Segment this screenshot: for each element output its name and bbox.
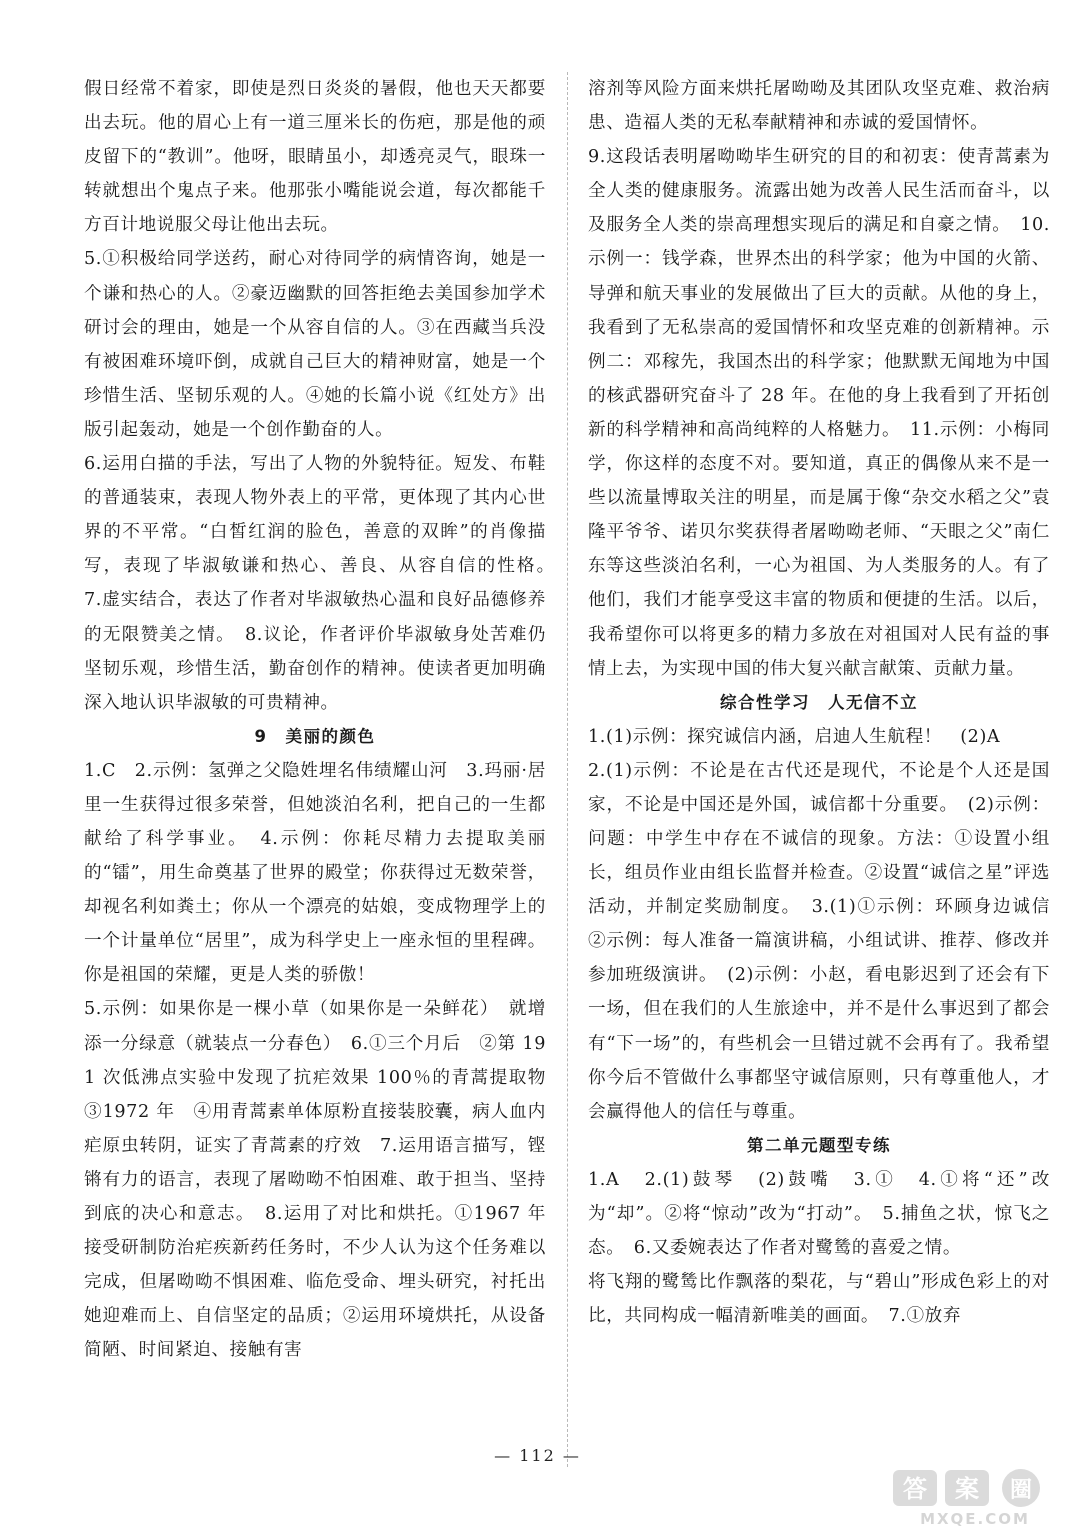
- right-paragraph-5: 1.A 2.(1)鼓琴 (2)鼓嘴 3.① 4.①将“还”改为“却”。②将“惊动”改为“打动”。 5.捕鱼之状，惊飞之态。 6.又委婉表达了作者对鹭鸶的喜爱之情。: [588, 1169, 1050, 1258]
- left-paragraph-4: 1.C 2.示例：氢弹之父隐姓埋名伟绩耀山河 3.玛丽·居里一生获得过很多荣誉，但她淡泊名利，把自己的一生都献给了科学事业。 4.示例：你耗尽精力去提取美丽的“镭”，用生命奠基了世界的殿堂；你获得过无数荣誉，却视名利如粪土；你从一个漂亮的姑娘，变成物理学上的一个计量单位“居里”，成为科学史上一座永恒的里程碑。你是祖国的荣耀，更是人类的骄傲！: [84, 760, 546, 986]
- right-paragraph-2: 9.这段话表明屠呦呦毕生研究的目的和初衷：使青蒿素为全人类的健康服务。流露出她为改善人民生活而奋斗，以及服务全人类的崇高理想实现后的满足和自豪之情。 10.示例一：钱学森，世界杰出的科学家；他为中国的火箭、导弹和航天事业的发展做出了巨大的贡献。从他的身上，我看到了无私崇高的爱国情怀和攻坚克难的创新精神。示例二：邓稼先，我国杰出的科学家；他默默无闻地为中国的核武器研究奋斗了 28 年。在他的身上我看到了开拓创新的科学精神和高尚纯粹的人格魅力。 11.示例：小梅同学，你这样的态度不对。要知道，真正的偶像从来不是一些以流量博取关注的明星，而是属于像“杂交水稻之父”袁隆平爷爷、诺贝尔奖获得者屠呦呦老师、“天眼之父”南仁东等这些淡泊名利，一心为祖国、为人类服务的人。有了他们，我们才能享受这丰富的物质和便捷的生活。以后，我希望你可以将更多的精力多放在对祖国对人民有益的事情上去，为实现中国的伟大复兴献言献策、贡献力量。: [588, 147, 1050, 679]
- left-paragraph-5: 5.示例：如果你是一棵小草（如果你是一朵鲜花） 就增添一分绿意（就装点一分春色） 6.①三个月后 ②第 191 次低沸点实验中发现了抗疟效果 100％的青蒿提取物 ③1972 年 ④用青蒿素单体原粉直接装胶囊，病人血内疟原虫转阴，证实了青蒿素的疗效 7.运用语言描写，铿锵有力的语言，表现了屠呦呦不怕困难、敢于担当、坚持到底的决心和意志。 8.运用了对比和烘托。①1967 年接受研制防治疟疾新药任务时，不少人认为这个任务难以完成，但屠呦呦不惧困难、临危受命、埋头研究，衬托出她迎难而上、自信坚定的品质；②运用环境烘托，从设备简陋、时间紧迫、接触有害: [84, 999, 565, 1361]
- left-paragraph-2: 5.①积极给同学送药，耐心对待同学的病情咨询，她是一个谦和热心的人。②豪迈幽默的回答拒绝去美国参加学术研讨会的理由，她是一个从容自信的人。③在西藏当兵没有被困难环境吓倒，成就自己巨大的精神财富，她是一个珍惜生活、坚韧乐观的人。④她的长篇小说《红处方》出版引起轰动，她是一个创作勤奋的人。: [84, 249, 546, 440]
- left-column: [84, 72, 565, 1367]
- column-divider: [567, 72, 568, 1467]
- left-paragraph-3: 6.运用白描的手法，写出了人物的外貌特征。短发、布鞋的普通装束，表现人物外表上的平常，更体现了其内心世界的不平常。“白皙红润的脸色，善意的双眸”的肖像描写，表现了毕淑敏谦和热心、善良、从容自信的性格。 7.虚实结合，表达了作者对毕淑敏热心温和良好品德修养的无限赞美之情。 8.议论，作者评价毕淑敏身处苦难仍坚韧乐观，珍惜生活，勤奋创作的精神。使读者更加明确深入地认识毕淑敏的可贵精神。: [84, 454, 565, 713]
- right-paragraph-6: 将飞翔的鹭鸶比作飘落的梨花，与“碧山”形成色彩上的对比，共同构成一幅清新唯美的画面。 7.①放弃: [588, 1272, 1050, 1327]
- right-column: [588, 72, 1069, 1333]
- svg-text:答: 答: [903, 1475, 927, 1503]
- section-heading-unit-two-practice: 第二单元题型专练: [747, 1135, 891, 1155]
- page-number: — 112 —: [494, 1446, 581, 1465]
- section-heading-beautiful-colors: 9 美丽的颜色: [254, 726, 376, 746]
- answer-page: [84, 72, 1069, 1472]
- watermark-logo: [889, 1466, 1059, 1528]
- right-paragraph-3: 1.(1)示例：探究诚信内涵，启迪人生航程！ (2)A: [588, 726, 1001, 747]
- svg-text:案: 案: [955, 1475, 979, 1503]
- left-paragraph-1: 假日经常不着家，即使是烈日炎炎的暑假，他也天天都要出去玩。他的眉心上有一道三厘米长的伤疤，那是他的顽皮留下的“教训”。他呀，眼睛虽小，却透亮灵气，眼珠一转就想出个鬼点子来。他那张小嘴能说会道，每次都能千方百计地说服父母让他出去玩。: [84, 79, 546, 236]
- svg-text:MXQE.COM: MXQE.COM: [920, 1510, 1030, 1528]
- svg-text:圈: 圈: [1009, 1478, 1033, 1503]
- right-paragraph-1: 溶剂等风险方面来烘托屠呦呦及其团队攻坚克难、救治病患、造福人类的无私奉献精神和赤诚的爱国情怀。: [588, 79, 1050, 134]
- right-paragraph-4: 2.(1)示例：不论是在古代还是现代，不论是个人还是国家，不论是中国还是外国，诚信都十分重要。 (2)示例：问题：中学生中存在不诚信的现象。方法：①设置小组长，组员作业由组长监督并检查。②设置“诚信之星”评选活动，并制定奖励制度。 3.(1)①示例：环顾身边诚信 ②示例：每人准备一篇演讲稿，小组试讲、推荐、修改并参加班级演讲。 (2)示例：小赵，看电影迟到了还会有下一场，但在我们的人生旅途中，并不是什么事迟到了都会有“下一场”的，有些机会一旦错过就不会再有了。我希望你今后不管做什么事都坚守诚信原则，只有尊重他人，才会赢得他人的信任与尊重。: [588, 760, 1069, 1122]
- section-heading-integrity: 综合性学习 人无信不立: [720, 692, 918, 712]
